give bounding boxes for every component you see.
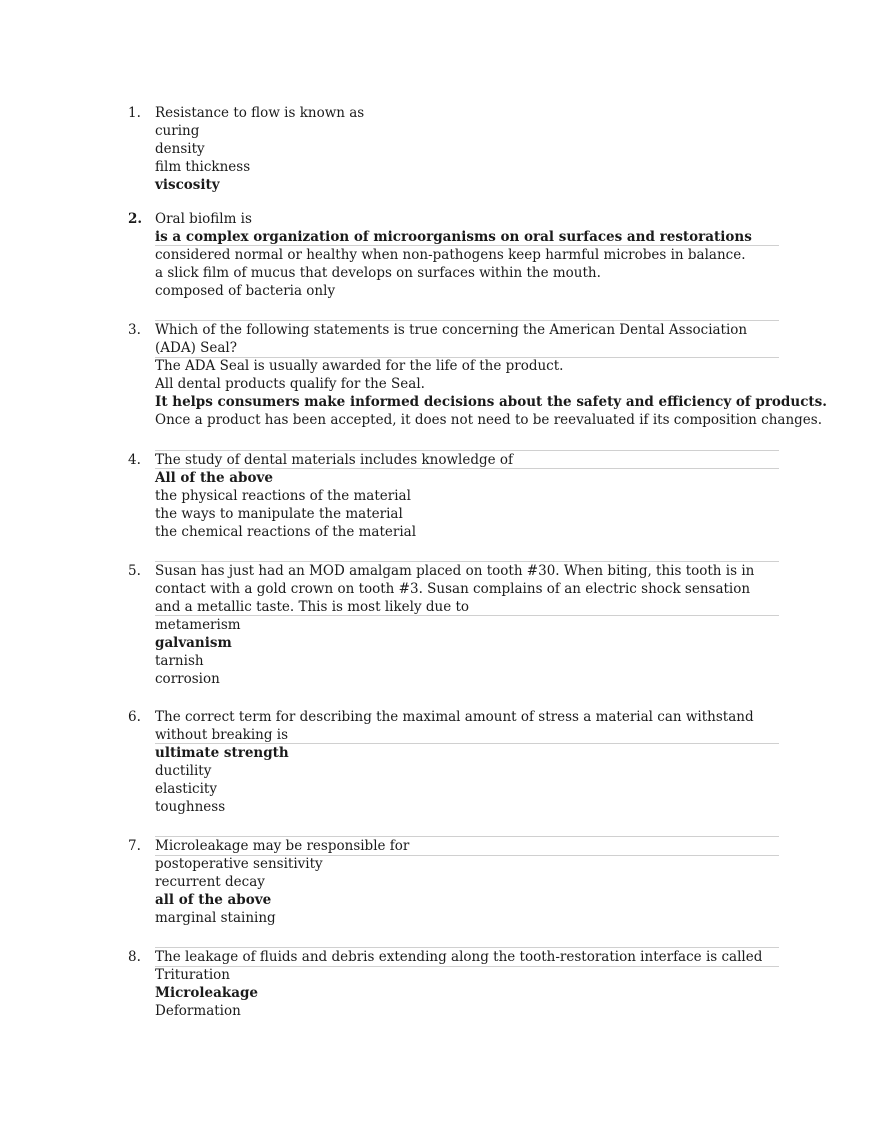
divider: [155, 615, 779, 616]
correct-answer-option: ultimate strength: [155, 745, 289, 761]
answer-option: Trituration: [155, 967, 230, 983]
question-number: 6.: [128, 709, 141, 725]
answer-option: postoperative sensitivity: [155, 856, 323, 872]
answer-option: elasticity: [155, 781, 217, 797]
question-number: 8.: [128, 949, 141, 965]
question-number: 2.: [128, 211, 143, 227]
correct-answer-option: all of the above: [155, 892, 272, 908]
correct-answer-option: is a complex organization of microorganisms on oral surfaces and restorations: [155, 229, 752, 245]
correct-answer-option: Microleakage: [155, 985, 259, 1001]
answer-option: ductility: [155, 763, 212, 779]
question-stem: The study of dental materials includes knowledge of: [155, 452, 514, 468]
answer-option: the physical reactions of the material: [155, 488, 411, 504]
answer-option: composed of bacteria only: [155, 283, 336, 299]
question-stem: Oral biofilm is: [155, 211, 252, 227]
question-number: 7.: [128, 838, 141, 854]
divider: [155, 245, 779, 246]
answer-option: film thickness: [155, 159, 251, 175]
question-number: 3.: [128, 322, 141, 338]
divider: [155, 966, 779, 967]
correct-answer-option: galvanism: [155, 635, 232, 651]
answer-option: curing: [155, 123, 200, 139]
correct-answer-option: It helps consumers make informed decisions about the safety and efficiency of products.: [155, 394, 827, 410]
question-stem: Which of the following statements is true concerning the American Dental Association (ADA) Seal?: [155, 322, 748, 356]
correct-answer-option: All of the above: [155, 470, 273, 486]
answer-option: Once a product has been accepted, it does not need to be reevaluated if its composition changes.: [155, 412, 823, 428]
divider: [155, 357, 779, 358]
correct-answer-option: viscosity: [155, 177, 220, 193]
question-number: 4.: [128, 452, 141, 468]
divider: [155, 468, 779, 469]
question-stem: The leakage of fluids and debris extending along the tooth-restoration interface is called: [155, 949, 763, 965]
answer-option: the ways to manipulate the material: [155, 506, 403, 522]
divider: [155, 855, 779, 856]
answer-option: Deformation: [155, 1003, 241, 1019]
divider: [155, 743, 779, 744]
answer-option: a slick film of mucus that develops on surfaces within the mouth.: [155, 265, 601, 281]
question-number: 1.: [128, 105, 141, 121]
question-stem: Microleakage may be responsible for: [155, 838, 410, 854]
answer-option: recurrent decay: [155, 874, 265, 890]
answer-option: All dental products qualify for the Seal.: [155, 376, 425, 392]
question-number: 5.: [128, 563, 141, 579]
answer-option: marginal staining: [155, 910, 276, 926]
answer-option: corrosion: [155, 671, 220, 687]
question-stem: Resistance to flow is known as: [155, 105, 365, 121]
answer-option: The ADA Seal is usually awarded for the life of the product.: [155, 358, 564, 374]
answer-option: the chemical reactions of the material: [155, 524, 417, 540]
answer-option: tarnish: [155, 653, 204, 669]
answer-option: considered normal or healthy when non-pathogens keep harmful microbes in balance.: [155, 247, 746, 263]
answer-option: density: [155, 141, 205, 157]
question-stem: Susan has just had an MOD amalgam placed on tooth #30. When biting, this tooth is in contact with a gold crown on tooth #3. Susan complains of an electric shock sensation and a metallic taste. This is most likely due to: [155, 563, 755, 615]
answer-option: metamerism: [155, 617, 241, 633]
answer-option: toughness: [155, 799, 226, 815]
question-stem: The correct term for describing the maximal amount of stress a material can withstand without breaking is: [155, 709, 754, 743]
